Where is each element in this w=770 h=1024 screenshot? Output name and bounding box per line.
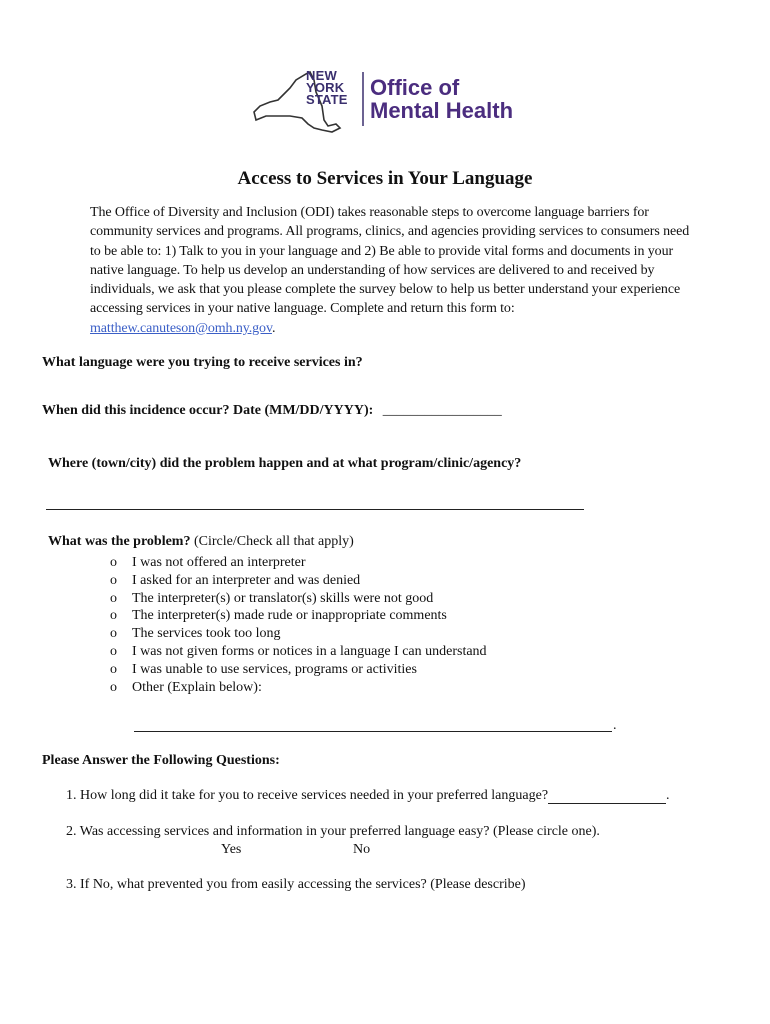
answer-no[interactable]: No [353, 842, 371, 857]
problem-option[interactable] [110, 643, 487, 661]
question-date-label: When did this incidence occur? Date (MM/DD/YYYY): [42, 403, 374, 418]
problem-option[interactable] [110, 572, 487, 590]
checkbox-circle-icon[interactable]: o [110, 572, 117, 588]
question-1-period: . [666, 788, 670, 803]
date-answer-blank[interactable]: _________________ [382, 403, 502, 418]
problem-option[interactable] [110, 625, 487, 643]
contact-email-link[interactable]: matthew.canuteson@omh.ny.gov [90, 320, 272, 336]
option-label: I was not given forms or notices in a language I can understand [132, 643, 487, 659]
logo-state-line: STATE [306, 92, 348, 107]
section-heading: Please Answer the Following Questions: [42, 753, 280, 768]
problem-option[interactable] [110, 679, 487, 697]
option-label: I was not offered an interpreter [132, 555, 306, 570]
logo-office-line: Office of [370, 75, 460, 100]
checkbox-circle-icon[interactable]: o [110, 643, 117, 659]
question-3: 3. If No, what prevented you from easily accessing the services? (Please describe) [66, 877, 526, 892]
question-1-answer-line[interactable] [548, 789, 666, 804]
question-1-text: 1. How long did it take for you to receive services needed in your preferred language? [66, 788, 549, 803]
question-1 [66, 788, 670, 804]
where-answer-line[interactable] [46, 509, 584, 510]
question-2: 2. Was accessing services and information in your preferred language easy? (Please circle one). [66, 824, 600, 839]
logo-state-text [306, 70, 348, 106]
explain-line-period: . [613, 718, 617, 733]
problem-options-list [110, 554, 487, 696]
checkbox-circle-icon[interactable]: o [110, 555, 117, 570]
option-label: I asked for an interpreter and was denied [132, 572, 361, 588]
logo-state-line: YORK [306, 80, 345, 95]
nys-omh-logo [244, 66, 528, 146]
intro-paragraph: The Office of Diversity and Inclusion (ODI) takes reasonable steps to overcome language barriers for community services and programs. All programs, clinics, and agencies providing services to consumers need to be able to: 1) Talk to you in your language and 2) Be able to provide vital forms and documents in your native language. To help us develop an understanding of how services are delivered to and received by individuals, we ask that you please complete the survey below to help us better understand your experience accessing services in your native language. Complete and return this form to: matthew.canuteson@omh.ny.gov. [90, 205, 690, 336]
logo-office-line: Mental Health [370, 98, 514, 123]
option-label: I was unable to use services, programs or activities [132, 661, 417, 677]
question-where: Where (town/city) did the problem happen and at what program/clinic/agency? [48, 456, 522, 471]
problem-option[interactable] [110, 607, 487, 625]
option-label: The interpreter(s) or translator(s) skills were not good [132, 590, 434, 606]
problem-option[interactable] [110, 590, 487, 608]
checkbox-circle-icon[interactable]: o [110, 626, 117, 642]
answer-yes[interactable]: Yes [221, 842, 242, 857]
logo-office-text [370, 76, 513, 122]
question-date [42, 403, 502, 419]
option-label: The interpreter(s) made rude or inappropriate comments [132, 608, 447, 624]
checkbox-circle-icon[interactable]: o [110, 661, 117, 677]
question-language: What language were you trying to receive services in? [42, 355, 363, 370]
problem-option[interactable] [110, 554, 487, 572]
page-title: Access to Services in Your Language [237, 168, 533, 189]
question-problem-hint: (Circle/Check all that apply) [193, 534, 354, 549]
question-problem-label: What was the problem? [48, 534, 191, 549]
option-label: Other (Explain below): [132, 679, 262, 695]
option-label: The services took too long [132, 626, 281, 642]
intro-text: The Office of Diversity and Inclusion (ODI) takes reasonable steps to overcome language barriers for community services and programs. All programs, clinics, and agencies providing services to consumers need to be able to: 1) Talk to you in your language and 2) Be able to provide vital forms and documents in your native language. To help us develop an understanding of how services are delivered to and received by individuals, we ask that you please complete the survey below to help us better understand your experience accessing services in your native language. Complete and return this form to: [90, 205, 690, 317]
checkbox-circle-icon[interactable]: o [110, 679, 117, 695]
explain-answer-line[interactable] [134, 731, 612, 732]
logo-state-line: NEW [306, 68, 337, 83]
checkbox-circle-icon[interactable]: o [110, 608, 117, 624]
checkbox-circle-icon[interactable]: o [110, 590, 117, 606]
problem-option[interactable] [110, 661, 487, 679]
question-problem [48, 534, 354, 550]
